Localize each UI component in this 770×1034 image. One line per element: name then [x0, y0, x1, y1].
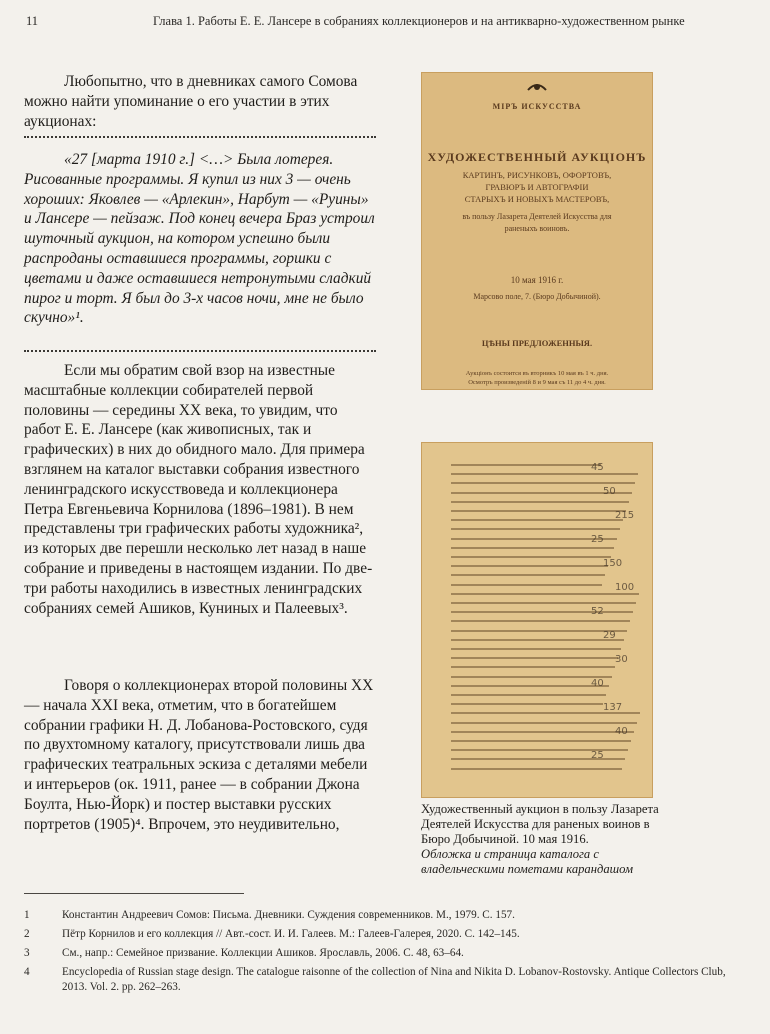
footnote-4 [24, 965, 744, 995]
pencil-note: 150 [603, 558, 623, 569]
catalogue-entry-line [451, 676, 612, 678]
footnote-number: 3 [24, 947, 30, 959]
catalogue-entry-line [451, 703, 603, 705]
catalogue-entry-line [451, 510, 626, 512]
cover-title: ХУДОЖЕСТВЕННЫЙ АУКЦIОНЪ [427, 150, 647, 164]
cover-place: Марсово поле, 7. (Бюро Добычиной). [473, 292, 601, 301]
diary-quote: «27 [марта 1910 г.] <…> Была лотерея. Рисованные программы. Я купил из них 3 — очень хороших: Яковлев — «Арлекин», Нарбут — «Руины» и Лансере — пейзаж. Под конец вечера Браз устроил шуточный аукцион, на котором успешно были распроданы оставшиеся программы, горшки с цветами и даже оставшиеся нетронутыми сладкий пирог и торт. Я был до 3-х часов ночи, мне не было скучно»¹. [24, 151, 375, 327]
running-title: Глава 1. Работы Е. Е. Лансере в собраниях коллекционеров и на антикварно-художественном рынке [153, 14, 685, 28]
pencil-note: 25 [591, 534, 604, 545]
intro-paragraph: Любопытно, что в дневниках самого Сомова можно найти упоминание о его участии в этих аукционах: [24, 73, 358, 130]
catalogue-entry-line [451, 473, 638, 475]
footnote-text: Пётр Корнилов и его коллекция // Авт.-сост. И. И. Галеев. М.: Галеев-Галерея, 2020. С. 142–145. [62, 928, 520, 940]
catalogue-entry-line [451, 666, 615, 668]
caption-text: Художественный аукцион в пользу Лазарета Деятелей Искусства для раненых воинов в Бюро Добычиной. 10 мая 1916. [421, 802, 659, 846]
catalogue-entry-line [451, 657, 618, 659]
catalogue-entry-line [451, 731, 634, 733]
cover-subtitle-2: ГРАВЮРЪ И АВТОГРАФIИ [485, 182, 589, 192]
footnote-number: 2 [24, 928, 30, 940]
catalogue-entry-line [451, 464, 601, 466]
footnote-1 [24, 908, 744, 923]
catalogue-entry-line [451, 501, 629, 503]
pencil-note: 52 [591, 606, 604, 617]
pencil-note: 137 [603, 702, 623, 713]
catalogue-entry-line [451, 694, 606, 696]
cover-subtitle-3: СТАРЫХЪ И НОВЫХЪ МАСТЕРОВЪ, [464, 194, 610, 204]
catalogue-entry-line [451, 740, 631, 742]
footnote-text: Константин Андреевич Сомов: Письма. Дневники. Суждения современников. М., 1979. С. 157. [62, 909, 515, 921]
catalogue-entry-line [451, 593, 639, 595]
catalogue-entry-line [451, 528, 620, 530]
footnote-3 [24, 946, 744, 961]
pencil-note: 29 [603, 630, 616, 641]
pencil-note: 50 [603, 486, 616, 497]
catalogue-entry-line [451, 768, 622, 770]
cover-footer-2: Осмотръ произведенiй 8 и 9 мая съ 11 до 4 ч. дня. [468, 379, 606, 386]
pencil-note: 45 [591, 462, 604, 473]
catalogue-entry-line [451, 611, 633, 613]
catalogue-entry-line [451, 584, 602, 586]
quote-divider-bottom [24, 350, 376, 352]
page-number: 11 [26, 14, 39, 28]
pencil-note: 100 [615, 582, 635, 593]
catalogue-cover-image [421, 72, 653, 390]
footnote-2 [24, 927, 744, 942]
footnote-text: См., напр.: Семейное призвание. Коллекции Ашиков. Ярославль, 2006. С. 48, 63–64. [62, 947, 464, 959]
cover-subtitle-1: КАРТИНЪ, РИСУНКОВЪ, ОФОРТОВЪ, [462, 170, 612, 180]
catalogue-entry-line [451, 620, 630, 622]
catalogue-entry-line [451, 547, 614, 549]
pencil-note: 25 [591, 750, 604, 761]
pencil-note: 40 [615, 726, 628, 737]
figure-caption [421, 802, 661, 877]
cover-footer-1: Аукцiонъ состоится въ вторникъ 10 мая въ 1 ч. дня. [465, 370, 609, 377]
cover-logo-text: МIРЪ ИСКУССТВА [492, 102, 582, 111]
cover-date: 10 мая 1916 г. [510, 275, 564, 285]
catalogue-entry-line [451, 722, 637, 724]
footnote-number: 1 [24, 909, 30, 921]
catalogue-entry-line [451, 648, 621, 650]
pencil-note: 215 [615, 510, 635, 521]
pencil-note: 30 [615, 654, 628, 665]
catalogue-entry-line [451, 639, 624, 641]
catalogue-entry-line [451, 602, 636, 604]
mir-iskusstva-logo-icon [522, 80, 552, 102]
footnote-text: Encyclopedia of Russian stage design. The catalogue raisonne of the collection of Nina and Nikita D. Lobanov-Rostovsky. Antique Collectors Club, 2013. Vol. 2. pp. 262–263. [62, 966, 726, 993]
body-paragraph-1: Если мы обратим свой взор на известные масштабные коллекции собирателей первой половины — середины XX века, то увидим, что работ Е. Е. Лансере (как живописных, так и графических) в них до обидного мало. Для примера взглянем на каталог выставки собрания известного ленинградского искусствоведа и коллекционера Петра Евгеньевича Корнилова (1896–1981). В нем представлены три графических работы художника², из которых две перешли несколько лет назад в наше собрание и приведены в настоящем издании. По две-три работы находились в известных ленинградских собраниях семей Ашиков, Куниных и Палеевых³. [24, 362, 373, 617]
catalogue-entry-line [451, 556, 611, 558]
cover-subtitle-4: въ пользу Лазарета Деятелей Искусства для [462, 212, 612, 221]
caption-description: Обложка и страница каталога с владельческими пометами карандашом [421, 847, 633, 876]
body-paragraph-2: Говоря о коллекционерах второй половины XX — начала XXI века, отметим, что в богатейшем собрании графики Н. Д. Лобанова-Ростовского, судя по двухтомному каталогу, присутствовали лишь два графических театральных эскиза с деталями мебели и интерьеров (ок. 1911, ранее — в собрании Джона Боулта, Нью-Йорк) и постер выставки русских портретов (1905)⁴. Впрочем, это неудивительно, [24, 677, 374, 833]
footnote-number: 4 [24, 966, 30, 978]
footnote-rule [24, 893, 244, 894]
cover-prices: ЦѢНЫ ПРЕДЛОЖЕННЫЯ. [481, 338, 593, 348]
quote-divider-top [24, 136, 376, 138]
catalogue-entry-line [451, 565, 608, 567]
catalogue-entry-line [451, 482, 635, 484]
catalogue-entry-line [451, 519, 623, 521]
pencil-note: 40 [591, 678, 604, 689]
catalogue-entry-line [451, 630, 627, 632]
catalogue-entry-line [451, 685, 609, 687]
catalogue-page-image [421, 442, 653, 798]
cover-subtitle-5: раненыхъ воиновъ. [504, 224, 570, 233]
catalogue-entry-line [451, 574, 605, 576]
